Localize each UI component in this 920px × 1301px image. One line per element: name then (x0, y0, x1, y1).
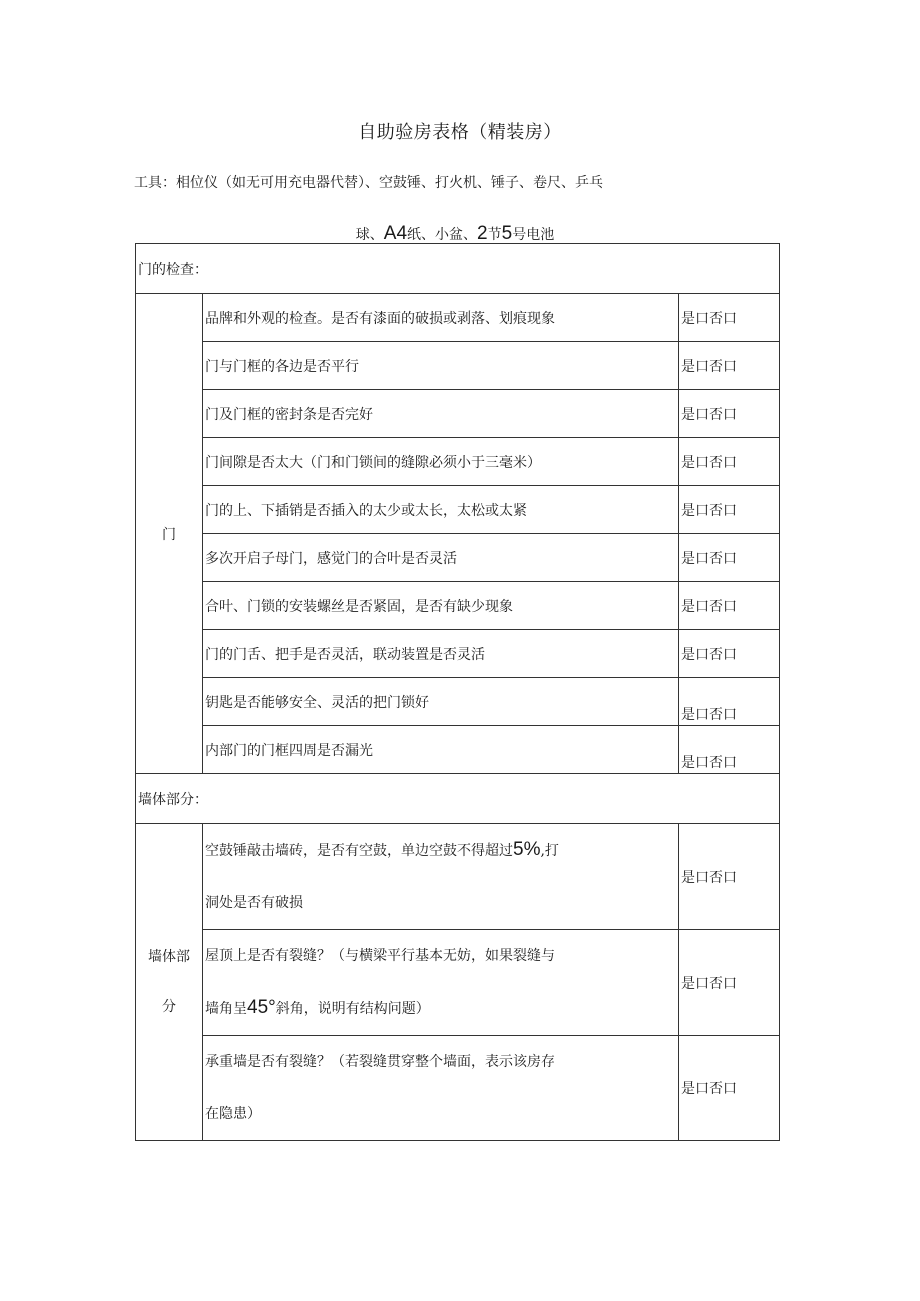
tools-text: 球、 (355, 227, 384, 243)
wall-category-line2: 分 (162, 999, 176, 1015)
check-item (203, 824, 679, 930)
table-row (136, 438, 780, 486)
yes-no-checkbox[interactable]: 是口否口 (679, 534, 780, 582)
check-item: 内部门的门框四周是否漏光 (203, 726, 679, 774)
check-item (203, 1036, 679, 1141)
check-item: 合叶、门锁的安装螺丝是否紧固，是否有缺少现象 (203, 582, 679, 630)
check-item: 钥匙是否能够安全、灵活的把门锁好 (203, 678, 679, 726)
table-row (136, 294, 780, 342)
table-row (136, 534, 780, 582)
check-item-text: 在隐患） (205, 1106, 261, 1122)
door-category: 门 (136, 294, 203, 774)
yes-no-checkbox[interactable]: 是口否口 (679, 1036, 780, 1141)
tools-num: 5 (501, 223, 513, 244)
tools-line-2 (0, 223, 910, 245)
check-item: 门及门框的密封条是否完好 (203, 390, 679, 438)
table-row (136, 930, 780, 1036)
table-row (136, 678, 780, 726)
tools-a4: A4 (383, 223, 408, 244)
check-item: 品牌和外观的检查。是否有漆面的破损或剥落、划痕现象 (203, 294, 679, 342)
check-item: 多次开启子母门，感觉门的合叶是否灵活 (203, 534, 679, 582)
check-item: 门的上、下插销是否插入的太少或太长，太松或太紧 (203, 486, 679, 534)
door-section-header-row (136, 244, 780, 294)
yes-no-checkbox[interactable]: 是口否口 (679, 678, 780, 726)
wall-category (136, 824, 203, 1141)
wall-section-header-row (136, 774, 780, 824)
tools-text: 号电池 (512, 227, 555, 243)
check-item-text: 承重墙是否有裂缝？（若裂缝贯穿整个墙面，表示该房存 (205, 1054, 555, 1070)
table-row (136, 726, 780, 774)
door-section-header: 门的检查： (136, 244, 780, 294)
check-item: 门间隙是否太大（门和门锁间的缝隙必须小于三毫米） (203, 438, 679, 486)
check-item: 门的门舌、把手是否灵活，联动装置是否灵活 (203, 630, 679, 678)
table-row (136, 630, 780, 678)
table-row (136, 1036, 780, 1141)
yes-no-checkbox[interactable]: 是口否口 (679, 438, 780, 486)
check-item-value: 45° (247, 997, 276, 1018)
tools-line-1: 工具：相位仪（如无可用充电器代替）、空鼓锤、打火机、锤子、卷尺、乒乓 (134, 175, 603, 191)
table-row (136, 390, 780, 438)
check-item-value: 5% (513, 839, 541, 860)
table-row (136, 824, 780, 930)
check-item-text: 墙角呈 (205, 1001, 247, 1017)
yes-no-checkbox[interactable]: 是口否口 (679, 824, 780, 930)
yes-no-checkbox[interactable]: 是口否口 (679, 342, 780, 390)
table-row (136, 486, 780, 534)
yes-no-checkbox[interactable]: 是口否口 (679, 486, 780, 534)
check-item: 门与门框的各边是否平行 (203, 342, 679, 390)
yes-no-checkbox[interactable]: 是口否口 (679, 390, 780, 438)
check-item-text: 洞处是否有破损 (205, 895, 303, 911)
tools-text: 节 (487, 227, 502, 243)
check-item-text: 空鼓锤敲击墙砖，是否有空鼓，单边空鼓不得超过 (205, 843, 513, 859)
yes-no-checkbox[interactable]: 是口否口 (679, 930, 780, 1036)
inspection-table (135, 243, 780, 1141)
wall-category-line1: 墙体部 (148, 949, 190, 965)
check-item-text: 斜角，说明有结构问题） (275, 1001, 430, 1017)
yes-no-checkbox[interactable]: 是口否口 (679, 294, 780, 342)
yes-no-checkbox[interactable]: 是口否口 (679, 630, 780, 678)
check-item (203, 930, 679, 1036)
check-item-text: 屋顶上是否有裂缝？（与横梁平行基本无妨，如果裂缝与 (205, 948, 555, 964)
check-item-text: ,打 (540, 843, 559, 859)
table-row (136, 342, 780, 390)
wall-section-header: 墙体部分： (136, 774, 780, 824)
yes-no-checkbox[interactable]: 是口否口 (679, 726, 780, 774)
table-row (136, 582, 780, 630)
yes-no-checkbox[interactable]: 是口否口 (679, 582, 780, 630)
page-title: 自助验房表格（精装房） (358, 122, 562, 143)
tools-text: 纸、小盆、 (407, 227, 478, 243)
tools-num: 2 (477, 223, 488, 244)
